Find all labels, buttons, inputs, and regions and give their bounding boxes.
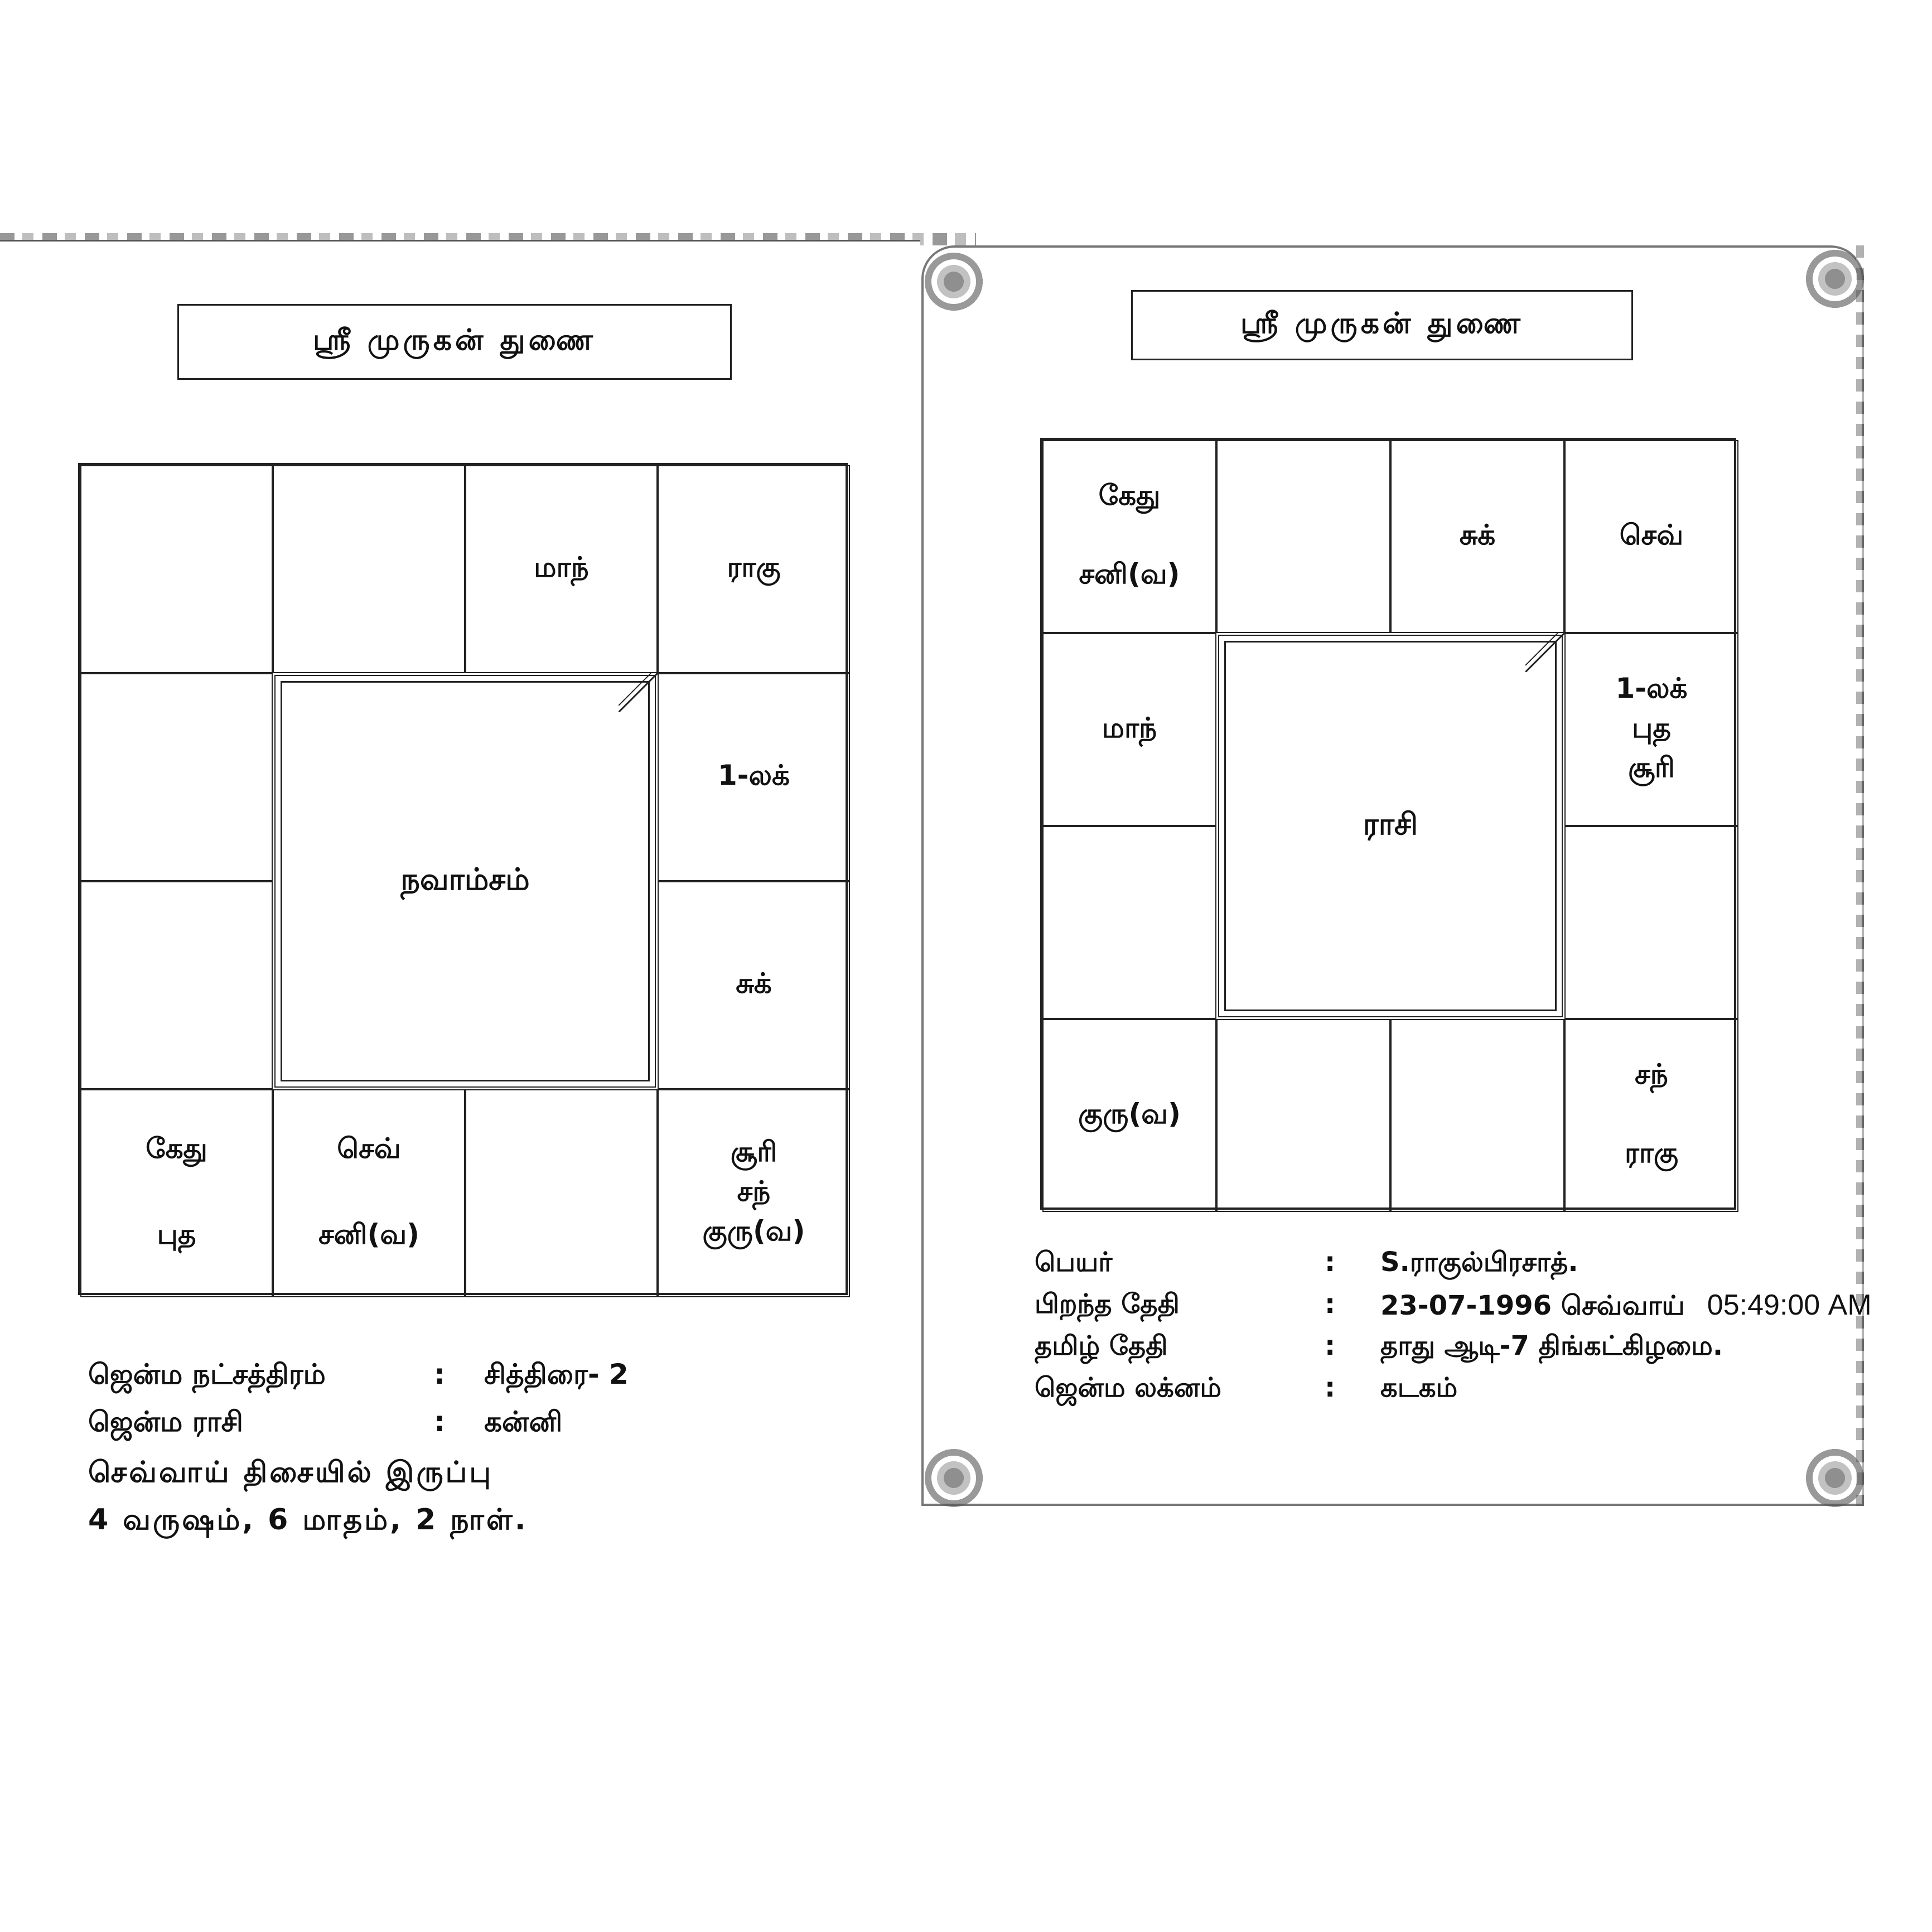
left-page-header: ஸ்ரீ முருகன் துணை [177,304,732,380]
info-colon: : [434,1405,445,1438]
chart-center-title: நவாம்சம் [281,681,650,1081]
janma-lagna-row [1035,1372,1457,1407]
house-cell [273,465,465,673]
dob-value-group [1380,1288,1872,1325]
planet-label: 1-லக் [1615,672,1688,704]
planet-label: புத [157,1218,196,1251]
planet-label: சந் [737,1175,771,1208]
lagna-marker-icon [1525,633,1564,672]
planet-label: 1-லக் [717,759,790,791]
house-cell [465,465,658,673]
ornament-corner-icon [1801,245,1868,312]
planet-label: செவ் [1619,518,1684,551]
house-cell [273,1089,465,1297]
planet-label: சனி(வ) [1079,558,1180,590]
house-cell [1216,1019,1390,1212]
info-colon: : [1325,1330,1336,1361]
ornament-corner-icon [1801,1445,1868,1511]
house-cell [80,881,273,1089]
tamil-date-value: தாது ஆடி-7 திங்கட்கிழமை. [1380,1330,1723,1361]
info-value: சித்திரை- 2 [484,1358,629,1390]
dasa-balance-duration: 4 வருஷம், 6 மாதம், 2 நாள். [88,1503,528,1537]
info-value: கன்னி [484,1405,563,1438]
planet-label: கேது [1098,479,1161,511]
dasa-balance-line: செவ்வாய் திசையில் இருப்பு [88,1456,494,1489]
info-label: ஜென்ம நட்சத்திரம் [88,1358,326,1390]
dob-value: 23-07-1996 செவ்வாய் [1380,1290,1685,1321]
dob-label: பிறந்த தேதி [1035,1288,1180,1320]
planet-label: சந் [1635,1058,1668,1090]
chart-center-title: ராசி [1224,641,1557,1011]
house-cell [465,1089,658,1297]
house-cell [80,465,273,673]
planet-label: மாந் [534,551,589,583]
info-colon: : [1325,1372,1336,1403]
rasi-chart [1040,438,1736,1210]
ornament-corner-icon [920,248,987,315]
janma-nakshatra-row [88,1358,629,1394]
house-cell [1390,1019,1564,1212]
planet-label: குரு(வ) [1078,1097,1181,1130]
house-cell [1216,440,1390,633]
info-colon: : [1325,1247,1336,1278]
house-cell [1564,633,1738,826]
house-cell [658,881,850,1089]
house-cell [658,1089,850,1297]
info-colon: : [1325,1288,1336,1320]
planet-label: ராகு [1624,1137,1679,1169]
house-cell [1042,633,1216,826]
planet-label: குரு(வ) [702,1215,805,1247]
tamil-date-row [1035,1330,1723,1365]
lagna-marker-icon [619,673,658,712]
house-cell [1042,826,1216,1019]
name-value: S.ராகுல்பிரசாத். [1380,1247,1578,1278]
house-cell [1564,1019,1738,1212]
planet-label: சூரி [730,1136,777,1168]
planet-label: மாந் [1102,711,1157,744]
ornament-corner-icon [920,1445,987,1511]
planet-label: ராகு [727,551,781,583]
dob-row [1035,1288,1872,1325]
lagna-value: கடகம் [1380,1372,1458,1403]
house-cell [658,465,850,673]
name-label: பெயர் [1035,1247,1113,1278]
birth-time: 05:49:00 AM [1707,1289,1872,1321]
janma-rasi-row [88,1405,562,1442]
house-cell [80,1089,273,1297]
house-cell [1390,440,1564,633]
name-row [1035,1247,1578,1281]
planet-label: சுக் [736,967,772,999]
planet-label: செவ் [337,1132,401,1165]
planet-label: கேது [146,1132,207,1165]
right-page-header: ஸ்ரீ முருகன் துணை [1131,290,1633,360]
info-colon: : [434,1358,445,1390]
house-cell [1564,826,1738,1019]
house-cell [1042,440,1216,633]
planet-label: சனி(வ) [318,1218,420,1251]
house-cell [1564,440,1738,633]
planet-label: புத [1632,711,1671,744]
navamsam-chart [78,463,848,1295]
house-cell [1042,1019,1216,1212]
tamil-date-label: தமிழ் தேதி [1035,1330,1168,1361]
info-label: ஜென்ம ராசி [88,1405,243,1438]
lagna-label: ஜென்ம லக்னம் [1035,1372,1221,1403]
planet-label: சூரி [1628,751,1675,784]
house-cell [80,673,273,881]
house-cell [658,673,850,881]
planet-label: சுக் [1459,518,1496,551]
